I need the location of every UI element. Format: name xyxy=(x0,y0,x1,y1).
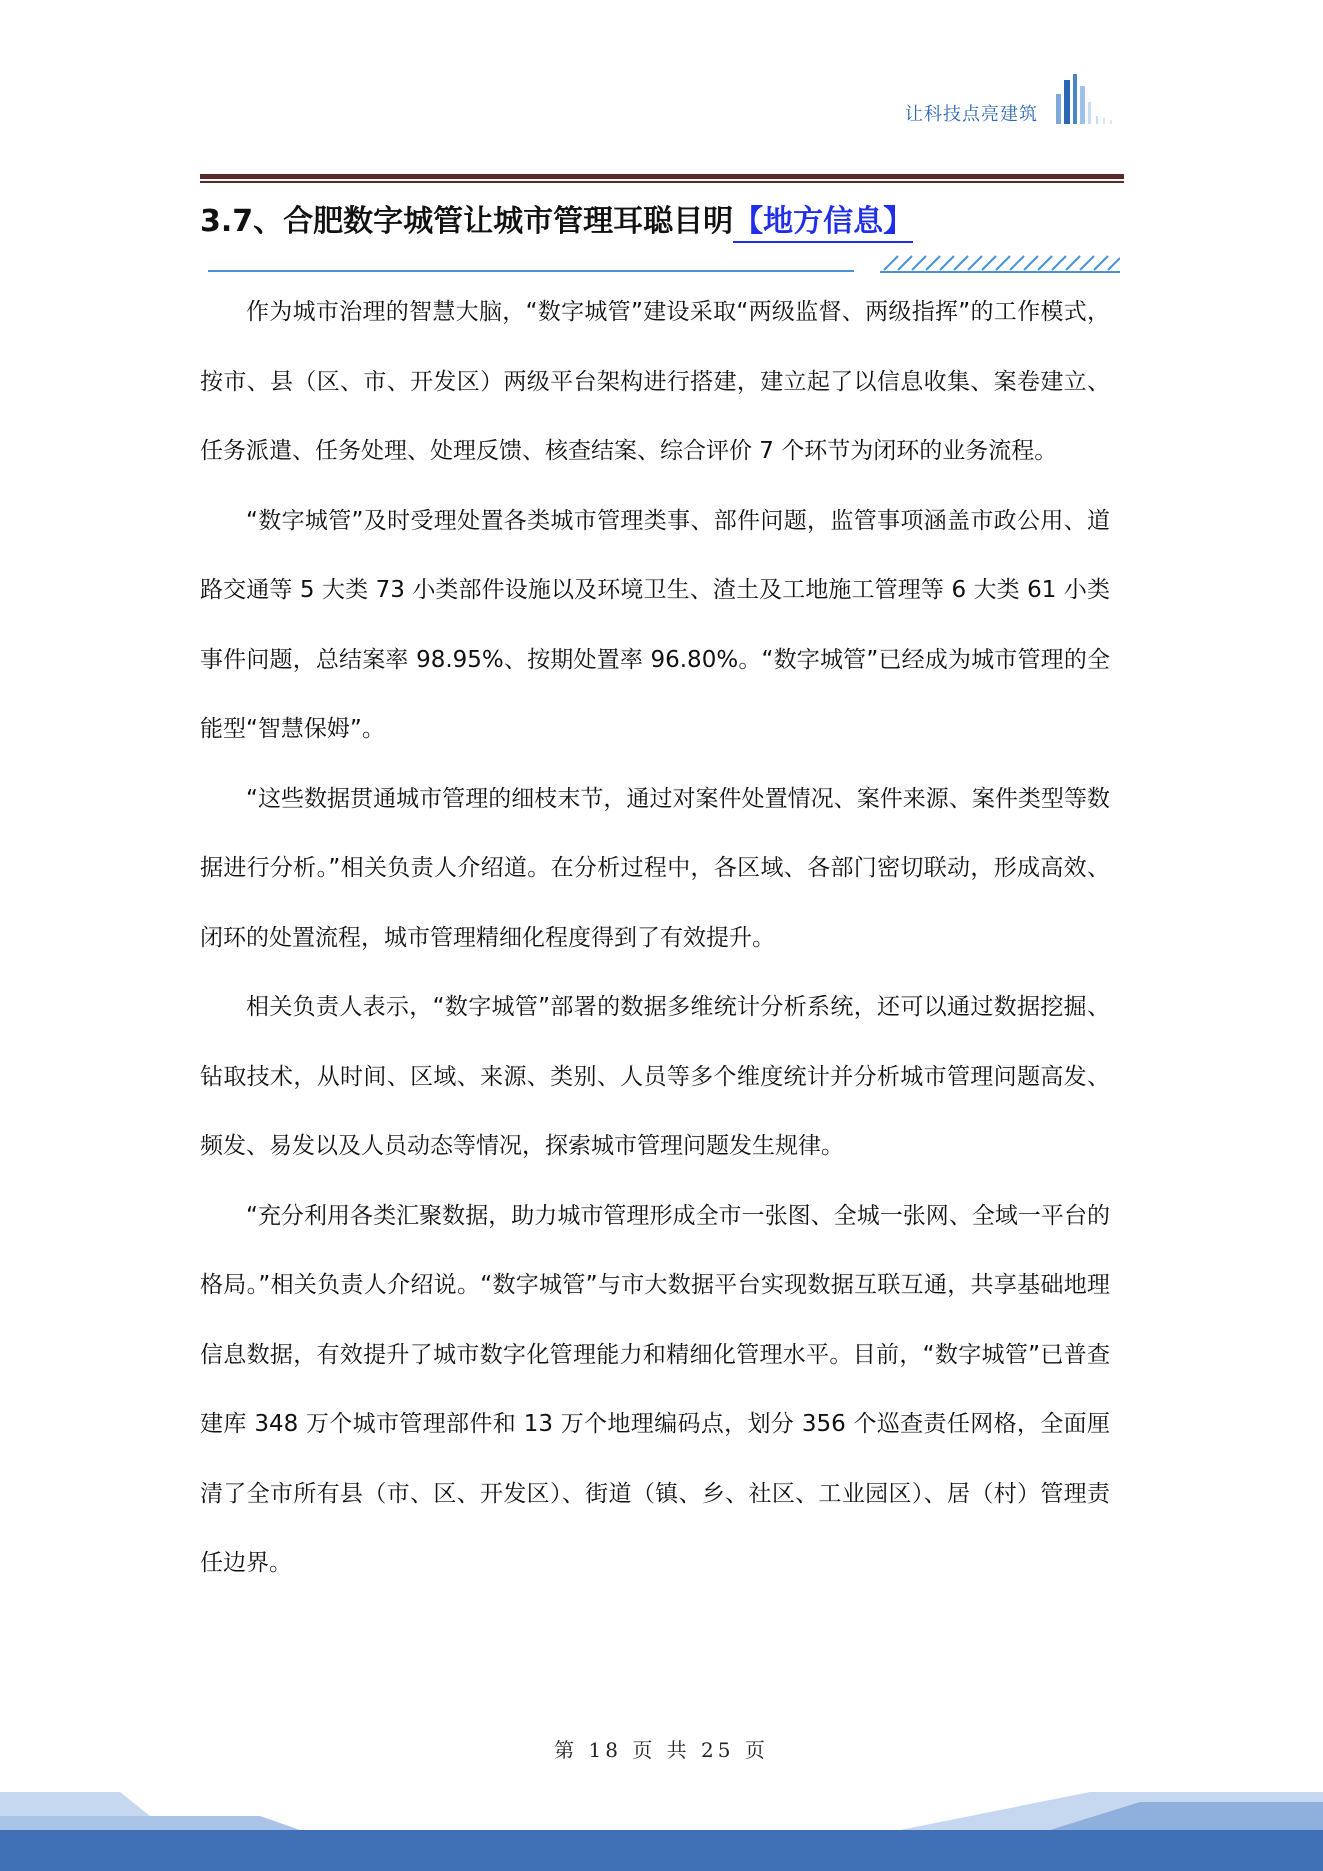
building-logo-icon xyxy=(1048,72,1118,128)
header-rule xyxy=(200,174,1124,179)
hatch-decoration xyxy=(880,252,1120,274)
section-category-tag: 【地方信息】 xyxy=(733,204,913,243)
paragraph: 相关负责人表示，“数字城管”部署的数据多维统计分析系统，还可以通过数据挖掘、钻取技术，从时间、区域、来源、类别、人员等多个维度统计并分析城市管理问题高发、频发、易发以及人员动态等情况，探索城市管理问题发生规律。 xyxy=(200,994,1110,1159)
header-rule-secondary xyxy=(200,181,1124,183)
brand-slogan: 让科技点亮建筑 xyxy=(905,104,1038,125)
paragraph: “充分利用各类汇聚数据，助力城市管理形成全市一张图、全城一张网、全域一平台的格局。”相关负责人介绍说。“数字城管”与市大数据平台实现数据互联互通，共享基础地理信息数据，有效提升了城市数字化管理能力和精细化管理水平。目前，“数字城管”已普查建库 348 万个城市管理部件和 13 万个地理编码点，划分 356 个巡查责任网格，全面厘清了全市所有县（市、区、开发区）、街道（镇、乡、社区、工业园区）、居（村）管理责任边界。 xyxy=(200,1202,1110,1576)
paragraph: “这些数据贯通城市管理的细枝末节，通过对案件处置情况、案件来源、案件类型等数据进行分析。”相关负责人介绍道。在分析过程中，各区域、各部门密切联动，形成高效、闭环的处置流程，城市管理精细化程度得到了有效提升。 xyxy=(200,785,1110,951)
page-number: 第 18 页 共 25 页 xyxy=(554,1738,769,1762)
article-body xyxy=(200,278,1110,1599)
footer-band-decoration xyxy=(0,1780,1323,1871)
section-title-text: 3.7、合肥数字城管让城市管理耳聪目明 xyxy=(200,204,734,239)
paragraph: “数字城管”及时受理处置各类城市管理类事、部件问题，监管事项涵盖市政公用、道路交通等 5 大类 73 小类部件设施以及环境卫生、渣土及工地施工管理等 6 大类 61 小类事件问题，总结案率 98.95%、按期处置率 96.80%。“数字城管”已经成为城市管理的全能型“智慧保姆”。 xyxy=(200,507,1110,742)
section-title xyxy=(200,196,913,240)
title-underline xyxy=(208,270,854,272)
paragraph: 作为城市治理的智慧大脑，“数字城管”建设采取“两级监督、两级指挥”的工作模式，按市、县（区、市、开发区）两级平台架构进行搭建，建立起了以信息收集、案卷建立、任务派遣、任务处理、处理反馈、核查结案、综合评价 7 个环节为闭环的业务流程。 xyxy=(200,299,1110,464)
